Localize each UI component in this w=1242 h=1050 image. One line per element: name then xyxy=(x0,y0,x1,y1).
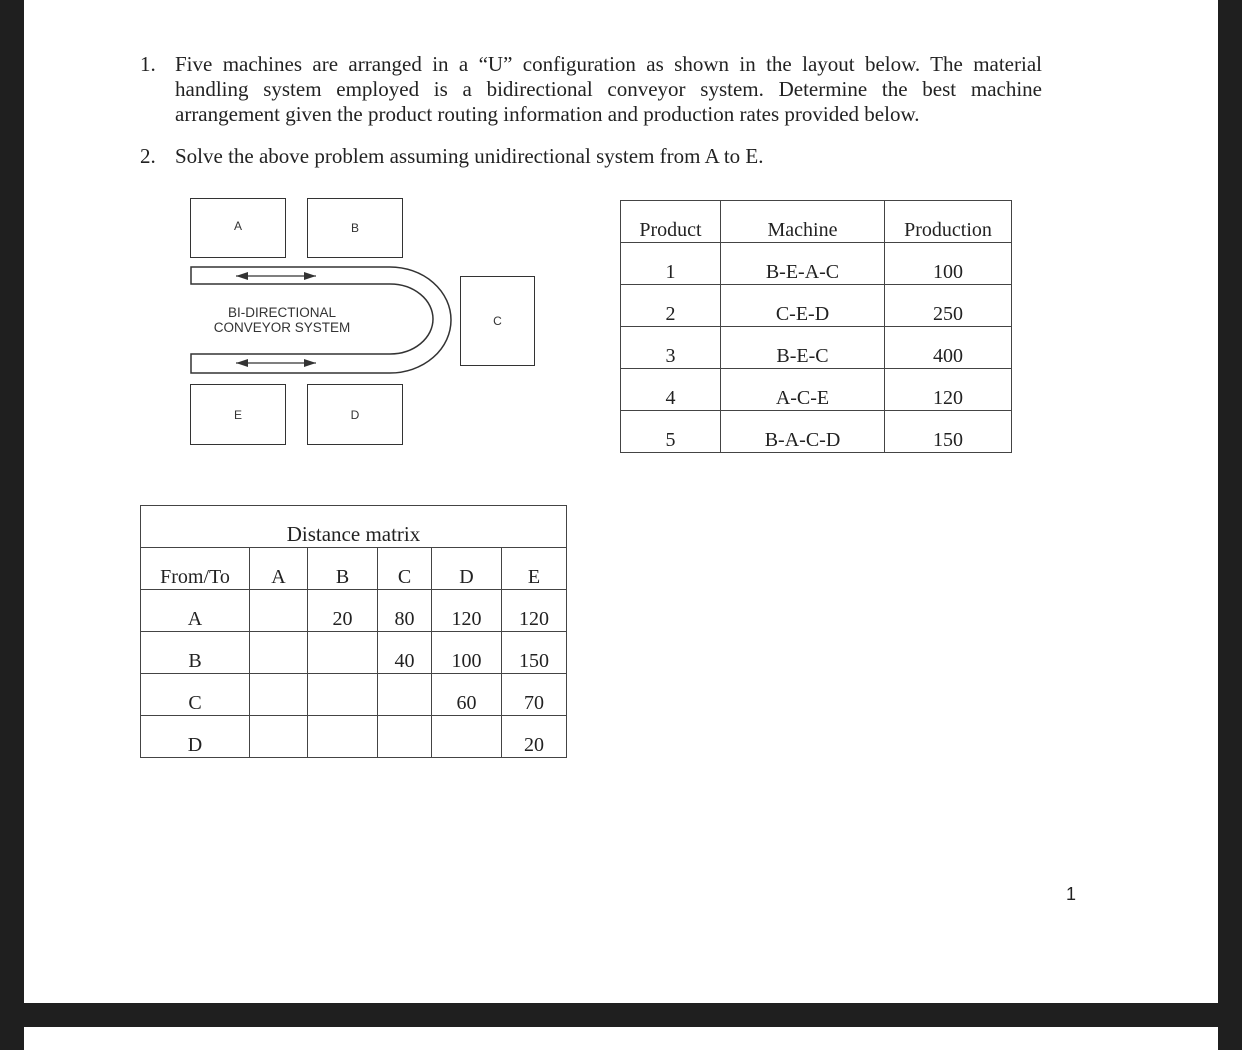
table-row xyxy=(621,327,1012,369)
header-from-to: From/To xyxy=(141,548,250,590)
production-cell: 250 xyxy=(885,285,1012,327)
header-production: Production xyxy=(885,201,1012,243)
production-cell: 100 xyxy=(885,243,1012,285)
question-1-text: Five machines are arranged in a “U” configuration as shown in the layout below. The material handling system employed is a bidirectional conveyor system. Determine the best machine arrangement given the product routing information and production rates provided below. xyxy=(175,52,1042,126)
product-routing-table xyxy=(620,200,1012,453)
distance-header-row xyxy=(141,548,567,590)
header-b: B xyxy=(308,548,378,590)
conveyor-label-line1: BI-DIRECTIONAL xyxy=(227,305,336,320)
row-label: D xyxy=(141,716,250,758)
machine-b-label: B xyxy=(350,221,359,235)
u-layout-diagram xyxy=(140,190,560,450)
page-number: 1 xyxy=(1066,884,1077,904)
distance-matrix-title: Distance matrix xyxy=(141,506,567,548)
machine-cell: A-C-E xyxy=(721,369,885,411)
machine-e-label: E xyxy=(233,407,242,422)
header-e: E xyxy=(502,548,567,590)
distance-cell xyxy=(378,674,432,716)
distance-matrix-table xyxy=(140,505,567,758)
machine-a-label: A xyxy=(233,219,242,233)
product-cell: 1 xyxy=(621,243,721,285)
row-label: B xyxy=(141,632,250,674)
distance-cell xyxy=(308,716,378,758)
row-label: C xyxy=(141,674,250,716)
machine-c xyxy=(460,276,535,366)
machine-cell: B-A-C-D xyxy=(721,411,885,453)
header-a: A xyxy=(250,548,308,590)
machine-c-label: C xyxy=(493,314,502,328)
machine-cell: C-E-D xyxy=(721,285,885,327)
question-2-text: Solve the above problem assuming unidirectional system from A to E. xyxy=(175,144,764,168)
machine-a xyxy=(190,198,286,258)
table-row xyxy=(141,716,567,758)
row-label: A xyxy=(141,590,250,632)
table-row xyxy=(141,632,567,674)
distance-cell: 120 xyxy=(432,590,502,632)
product-cell: 3 xyxy=(621,327,721,369)
distance-cell xyxy=(250,632,308,674)
table-row xyxy=(621,285,1012,327)
distance-cell: 150 xyxy=(502,632,567,674)
question-2-number: 2. xyxy=(140,144,156,168)
distance-cell xyxy=(308,674,378,716)
distance-cell xyxy=(432,716,502,758)
header-product: Product xyxy=(621,201,721,243)
machine-d-label: D xyxy=(350,407,360,422)
distance-cell: 70 xyxy=(502,674,567,716)
table-row xyxy=(141,590,567,632)
machine-d xyxy=(307,384,403,445)
table-row xyxy=(621,243,1012,285)
distance-cell xyxy=(250,590,308,632)
product-cell: 2 xyxy=(621,285,721,327)
table-row xyxy=(621,369,1012,411)
distance-title-row xyxy=(141,506,567,548)
machine-e xyxy=(190,384,286,445)
table-row xyxy=(141,674,567,716)
header-d: D xyxy=(432,548,502,590)
conveyor-label-line2: CONVEYOR SYSTEM xyxy=(213,320,351,335)
product-cell: 4 xyxy=(621,369,721,411)
distance-cell: 20 xyxy=(308,590,378,632)
machine-cell: B-E-A-C xyxy=(721,243,885,285)
distance-cell: 80 xyxy=(378,590,432,632)
next-page-edge xyxy=(24,1027,1218,1050)
machine-cell: B-E-C xyxy=(721,327,885,369)
production-cell: 120 xyxy=(885,369,1012,411)
table-header-row xyxy=(621,201,1012,243)
question-1-number: 1. xyxy=(140,52,156,76)
conveyor-label xyxy=(202,305,362,335)
distance-cell: 60 xyxy=(432,674,502,716)
distance-cell: 100 xyxy=(432,632,502,674)
machine-b xyxy=(307,198,403,258)
header-machine: Machine xyxy=(721,201,885,243)
product-cell: 5 xyxy=(621,411,721,453)
distance-cell xyxy=(378,716,432,758)
header-c: C xyxy=(378,548,432,590)
table-row xyxy=(621,411,1012,453)
top-bidirectional-arrow-icon xyxy=(236,272,316,280)
distance-cell: 120 xyxy=(502,590,567,632)
distance-cell: 20 xyxy=(502,716,567,758)
distance-cell xyxy=(250,716,308,758)
bottom-bidirectional-arrow-icon xyxy=(236,359,316,367)
production-cell: 400 xyxy=(885,327,1012,369)
distance-cell: 40 xyxy=(378,632,432,674)
distance-cell xyxy=(308,632,378,674)
distance-cell xyxy=(250,674,308,716)
production-cell: 150 xyxy=(885,411,1012,453)
